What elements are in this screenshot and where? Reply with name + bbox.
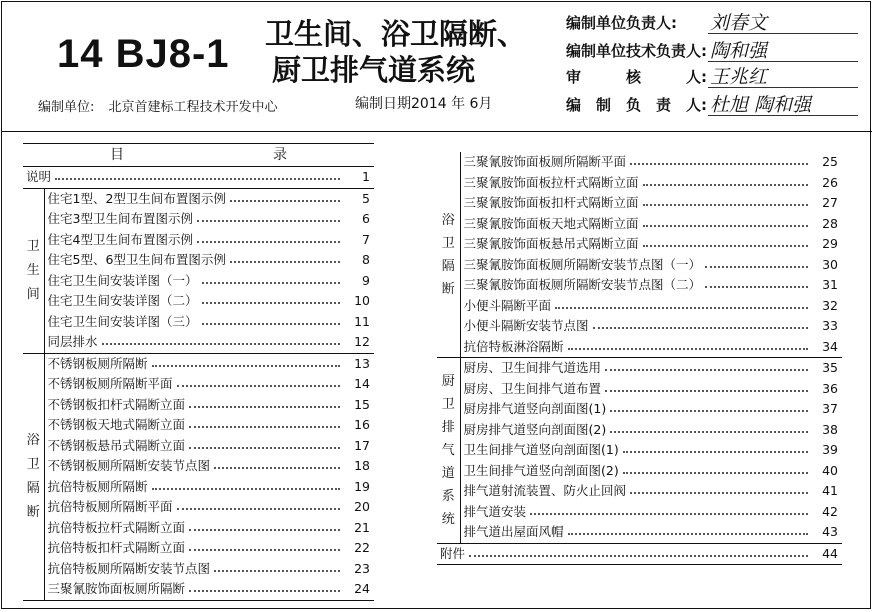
toc-item-page: 15 — [354, 396, 370, 412]
toc-item-page: 33 — [822, 318, 838, 333]
toc-item-title: 不锈钢板厕所隔断平面 — [47, 376, 173, 391]
toc-item-title: 抗倍特板厕所隔断安装节点图 — [47, 560, 211, 576]
toc-row[interactable] — [437, 502, 842, 523]
toc-row[interactable] — [23, 353, 374, 374]
toc-row[interactable] — [23, 497, 374, 518]
signature-1: 刘春文 — [710, 12, 768, 34]
toc-row[interactable] — [23, 312, 374, 333]
toc-item-title: 住宅5型、6型卫生间布置图示例 — [47, 252, 226, 267]
toc-row-appendix[interactable] — [437, 543, 842, 565]
toc-item-page: 25 — [822, 154, 838, 169]
toc-item-page: 35 — [812, 358, 842, 379]
dot-leader — [530, 513, 808, 515]
toc-item-page: 16 — [354, 417, 370, 432]
role-label-2: 编制单位技术负责人: — [566, 42, 707, 60]
signature-line-1 — [708, 33, 858, 34]
toc-item-page: 27 — [822, 195, 838, 210]
dot-leader — [202, 282, 340, 284]
toc-row[interactable] — [437, 255, 842, 276]
header-divider — [1, 131, 872, 132]
dot-leader — [630, 163, 808, 165]
toc-item-title: 三聚氰胺饰面板悬吊式隔断立面 — [463, 236, 639, 251]
toc-row[interactable] — [23, 291, 374, 312]
toc-item-title: 说明 — [26, 169, 52, 184]
role-label-3: 审 核 人: — [566, 68, 707, 86]
toc-item-page: 14 — [354, 376, 370, 391]
toc-item-title: 住宅卫生间安装详图（二） — [47, 293, 198, 308]
toc-item-title: 抗倍特板扣杆式隔断立面 — [47, 540, 186, 555]
dot-leader — [643, 245, 808, 247]
toc-item-page: 38 — [822, 421, 838, 437]
atlas-title-line1: 卫生间、浴卫隔断、 — [265, 17, 527, 51]
toc-category: 厨 卫 排 气 道 系 统 — [437, 358, 460, 544]
toc-item-title: 住宅4型卫生间布置图示例 — [47, 231, 193, 247]
toc-row[interactable] — [437, 275, 842, 296]
dot-leader — [610, 431, 808, 433]
toc-row[interactable] — [23, 271, 374, 292]
dot-leader — [197, 220, 340, 222]
toc-item-page: 18 — [354, 458, 370, 473]
toc-item-title: 三聚氰胺饰面板厕所隔断 — [47, 581, 186, 596]
toc-item-title: 住宅3型卫生间布置图示例 — [47, 211, 193, 226]
date-value: 2014 年 6月 — [411, 96, 493, 112]
toc-row[interactable] — [437, 193, 842, 214]
dot-leader — [230, 200, 340, 202]
toc-row[interactable] — [437, 399, 842, 420]
toc-item-title: 厨房、卫生间排气道选用 — [463, 360, 602, 375]
toc-item-title: 三聚氰胺饰面板厕所隔断平面 — [463, 154, 627, 169]
toc-row[interactable] — [23, 209, 374, 230]
toc-item-title: 三聚氰胺饰面板厕所隔断安装节点图（一） — [463, 256, 702, 272]
toc-item-page: 26 — [822, 174, 838, 190]
dot-leader — [152, 488, 340, 490]
toc-item-title: 小便斗隔断平面 — [463, 297, 552, 313]
toc-item-page: 1 — [344, 167, 374, 189]
toc-row[interactable] — [437, 316, 842, 337]
toc-right-body — [437, 152, 842, 543]
toc-heading-row — [23, 144, 374, 167]
toc-item-page: 41 — [822, 483, 838, 498]
toc-item-title: 卫生间排气道竖向剖面图(2) — [463, 462, 619, 478]
toc-heading-left: 目 — [110, 146, 125, 163]
toc-row[interactable] — [23, 579, 374, 600]
toc-category: 浴 卫 隔 断 — [23, 353, 44, 600]
dot-leader — [555, 307, 808, 309]
dot-leader — [202, 323, 340, 325]
toc-item-page: 13 — [344, 353, 374, 374]
toc-row[interactable] — [23, 518, 374, 539]
toc-row[interactable] — [23, 230, 374, 251]
toc-item-title: 抗倍特板淋浴隔断 — [463, 338, 564, 354]
signature-line-4 — [708, 115, 858, 116]
toc-item-page: 22 — [354, 540, 370, 555]
toc-row[interactable] — [437, 296, 842, 317]
toc-row[interactable] — [437, 481, 842, 502]
toc-item-page: 39 — [822, 442, 838, 457]
dot-leader — [605, 390, 808, 392]
dot-leader — [643, 225, 808, 227]
toc-row[interactable] — [437, 379, 842, 400]
toc-item-title: 不锈钢板厕所隔断安装节点图 — [47, 458, 211, 473]
dot-leader — [214, 467, 340, 469]
toc-item-page: 42 — [822, 503, 838, 519]
toc-item-page: 9 — [362, 272, 370, 288]
dot-leader — [623, 472, 808, 474]
toc-row[interactable] — [23, 538, 374, 559]
dot-leader — [593, 327, 808, 329]
signature-line-3 — [708, 87, 858, 88]
role-label-1: 编制单位负责人: — [566, 14, 677, 32]
dot-leader — [623, 451, 808, 453]
toc-item-page: 23 — [354, 560, 370, 576]
toc-item-page: 29 — [822, 236, 838, 251]
toc-row[interactable] — [23, 250, 374, 271]
toc-heading-right: 录 — [272, 146, 287, 163]
dot-leader — [230, 261, 340, 263]
toc-item-page: 12 — [354, 334, 370, 349]
atlas-code: 14 BJ8-1 — [57, 32, 230, 76]
toc-item-title: 卫生间排气道竖向剖面图(1) — [463, 442, 619, 457]
toc-row[interactable] — [23, 395, 374, 416]
toc-item-title: 住宅卫生间安装详图（三） — [47, 313, 198, 329]
toc-item-page: 8 — [362, 252, 370, 267]
org-name: 北京首建标工程技术开发中心 — [108, 100, 278, 115]
toc-item-title: 排气道安装 — [463, 503, 527, 519]
toc-item-title: 厨房排气道竖向剖面图(1) — [463, 401, 607, 416]
dot-leader — [189, 529, 340, 531]
toc-item-page: 31 — [822, 277, 838, 292]
toc-row[interactable] — [437, 337, 842, 358]
toc-item-page: 10 — [354, 293, 370, 308]
toc-item-title: 三聚氰胺饰面板厕所隔断安装节点图（二） — [463, 277, 702, 292]
toc-left-table — [23, 143, 374, 601]
dot-leader — [610, 410, 808, 412]
toc-item-page: 6 — [362, 211, 370, 226]
toc-item-title: 抗倍特板厕所隔断 — [47, 478, 148, 494]
dot-leader — [705, 286, 808, 288]
toc-row[interactable] — [437, 522, 842, 543]
dot-leader — [643, 204, 808, 206]
toc-item-title: 同层排水 — [47, 334, 98, 349]
toc-item-page: 11 — [354, 313, 370, 329]
toc-item-title: 不锈钢板天地式隔断立面 — [47, 417, 186, 432]
toc-item-page: 43 — [822, 524, 838, 539]
toc-item-page: 28 — [822, 215, 838, 231]
dot-leader — [102, 343, 340, 345]
toc-category: 卫 生 间 — [23, 188, 44, 353]
toc-item-title: 三聚氰胺饰面板拉杆式隔断立面 — [463, 174, 639, 190]
toc-row[interactable] — [23, 436, 374, 457]
org-label: 编制单位: — [38, 100, 95, 115]
toc-row-intro[interactable] — [23, 167, 374, 189]
toc-item-page: 17 — [354, 437, 370, 453]
toc-category: 浴 卫 隔 断 — [437, 152, 460, 358]
toc-row[interactable] — [23, 332, 374, 353]
toc-item-title: 排气道出屋面风帽 — [463, 524, 564, 539]
dot-leader — [177, 508, 340, 510]
toc-item-title: 抗倍特板厕所隔断平面 — [47, 499, 173, 514]
dot-leader — [189, 406, 340, 408]
toc-item-page: 24 — [354, 581, 370, 596]
dot-leader — [177, 385, 340, 387]
dot-leader — [197, 241, 340, 243]
role-label-4: 编 制 负 责 人: — [566, 96, 707, 114]
toc-item-page: 44 — [812, 543, 842, 565]
dot-leader — [605, 369, 808, 371]
toc-item-page: 7 — [362, 231, 370, 247]
toc-item-title: 抗倍特板拉杆式隔断立面 — [47, 519, 186, 535]
compiling-unit — [38, 96, 278, 115]
toc-item-title: 住宅卫生间安装详图（一） — [47, 272, 198, 288]
toc-row[interactable] — [23, 374, 374, 395]
dot-leader — [568, 533, 808, 535]
atlas-title-line2: 厨卫排气道系统 — [272, 53, 476, 87]
dot-leader — [189, 590, 340, 592]
toc-item-title: 小便斗隔断安装节点图 — [463, 318, 589, 333]
signature-3: 王兆红 — [710, 66, 768, 88]
dot-leader — [189, 426, 340, 428]
toc-item-title: 三聚氰胺饰面板扣杆式隔断立面 — [463, 195, 639, 210]
signature-4: 杜旭 陶和强 — [710, 94, 812, 116]
toc-row[interactable] — [437, 173, 842, 194]
toc-row[interactable] — [437, 152, 842, 173]
toc-item-page: 20 — [354, 499, 370, 514]
toc-row[interactable] — [23, 415, 374, 436]
dot-leader — [630, 492, 808, 494]
toc-row[interactable] — [23, 477, 374, 498]
toc-item-title: 住宅1型、2型卫生间布置图示例 — [47, 190, 226, 206]
toc-item-page: 34 — [822, 338, 838, 354]
toc-item-page: 37 — [822, 401, 838, 416]
toc-row[interactable] — [23, 559, 374, 580]
toc-item-page: 36 — [822, 380, 838, 396]
dot-leader — [214, 570, 340, 572]
dot-leader — [705, 266, 808, 268]
dot-leader — [643, 184, 808, 186]
toc-item-page: 21 — [354, 519, 370, 535]
toc-row[interactable] — [437, 358, 842, 379]
toc-row[interactable] — [437, 440, 842, 461]
toc-item-page: 19 — [354, 478, 370, 494]
date-label: 编制日期 — [355, 96, 411, 112]
toc-item-title: 排气道射流装置、防火止回阀 — [463, 483, 627, 498]
toc-row[interactable] — [23, 456, 374, 477]
toc-item-title: 附件 — [440, 545, 466, 561]
toc-row[interactable] — [437, 214, 842, 235]
toc-row[interactable] — [437, 420, 842, 441]
dot-leader — [202, 302, 340, 304]
dot-leader — [152, 365, 340, 367]
toc-row[interactable] — [437, 461, 842, 482]
dot-leader — [189, 549, 340, 551]
toc-right-table — [437, 152, 842, 565]
toc-item-title: 不锈钢板厕所隔断 — [47, 355, 148, 371]
toc-item-title: 厨房、卫生间排气道布置 — [463, 380, 602, 396]
dot-leader — [189, 447, 340, 449]
toc-item-title: 不锈钢板扣杆式隔断立面 — [47, 396, 186, 412]
toc-row[interactable] — [437, 234, 842, 255]
signature-2: 陶和强 — [710, 40, 768, 62]
toc-item-page: 30 — [822, 256, 838, 272]
toc-item-title: 三聚氰胺饰面板天地式隔断立面 — [463, 215, 639, 231]
toc-item-page: 32 — [822, 297, 838, 313]
toc-item-page: 40 — [822, 462, 838, 478]
toc-item-title: 不锈钢板悬吊式隔断立面 — [47, 437, 186, 453]
dot-leader — [568, 348, 808, 350]
toc-item-page: 5 — [362, 190, 370, 206]
toc-left-body — [23, 188, 374, 600]
compile-date — [355, 93, 492, 113]
toc-item-title: 厨房排气道竖向剖面图(2) — [463, 421, 607, 437]
toc-row[interactable] — [23, 188, 374, 209]
